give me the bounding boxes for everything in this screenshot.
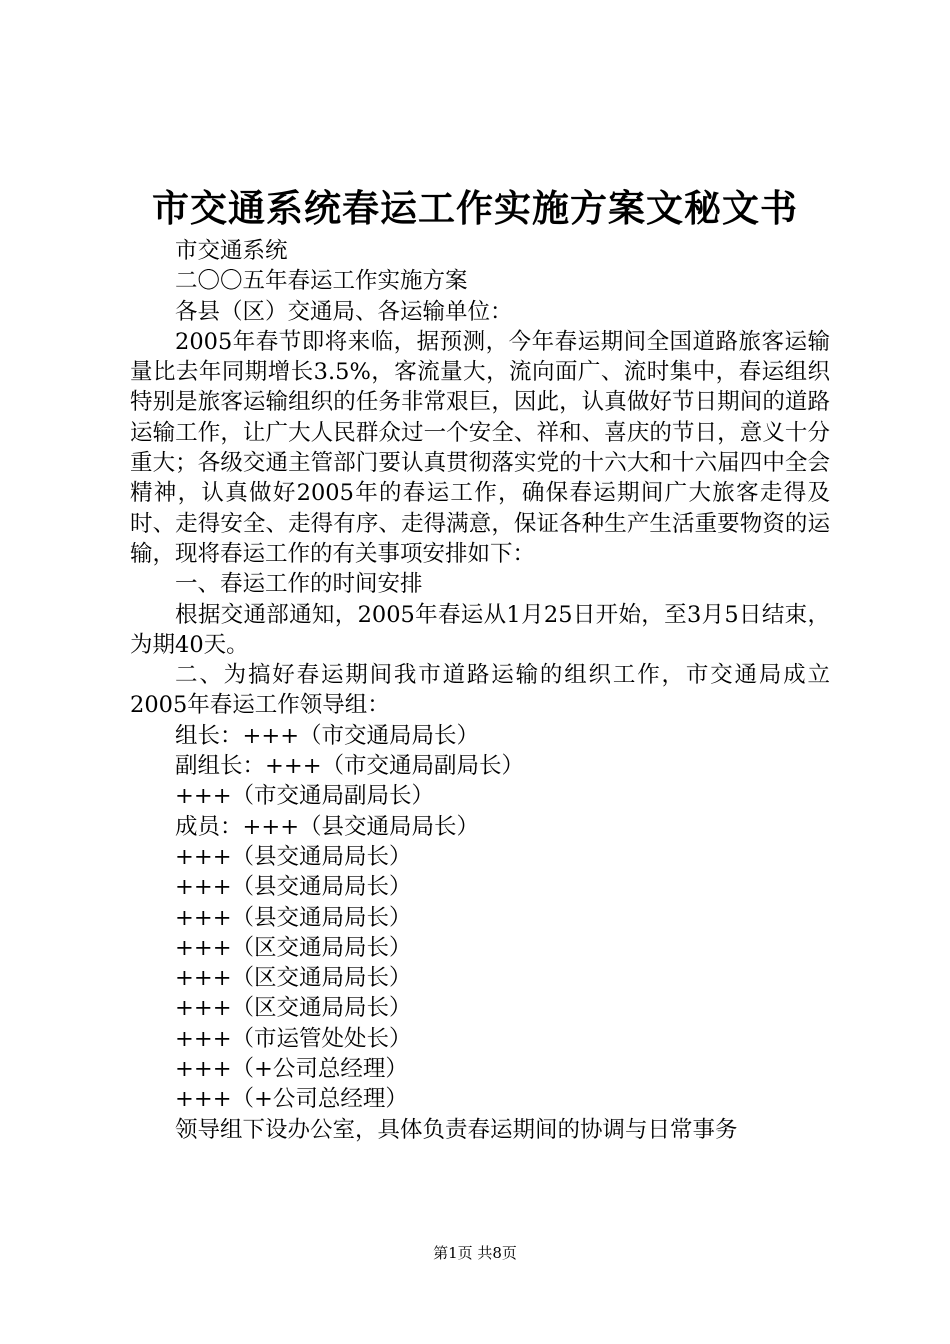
paragraph: 领导组下设办公室，具体负责春运期间的协调与日常事务 — [175, 1116, 738, 1143]
paragraph: +++（市运管处处长） — [175, 1025, 412, 1052]
paragraph: 二〇〇五年春运工作实施方案 — [175, 268, 468, 295]
page-footer: 第1页 共8页 — [433, 1244, 517, 1262]
paragraph: 根据交通部通知，2005年春运从1月25日开始，至3月5日结束，为期40天。 — [130, 601, 830, 658]
paragraph: +++（区交通局局长） — [175, 934, 412, 961]
document-body — [130, 236, 830, 1145]
paragraph: +++（市交通局副局长） — [175, 783, 435, 810]
paragraph: +++（县交通局局长） — [175, 874, 412, 901]
paragraph: 一、春运工作的时间安排 — [175, 571, 423, 598]
paragraph: +++（区交通局局长） — [175, 995, 412, 1022]
paragraph: +++（+公司总经理） — [175, 1056, 408, 1083]
document-title: 市交通系统春运工作实施方案文秘文书 — [152, 186, 798, 230]
paragraph: 2005年春节即将来临，据预测，今年春运期间全国道路旅客运输量比去年同期增长3.5%，客流量大，流向面广、流时集中，春运组织特别是旅客运输组织的任务非常艰巨，因此，认真做好节日期间的道路运输工作，让广大人民群众过一个安全、祥和、喜庆的节日，意义十分重大；各级交通主管部门要认真贯彻落实党的十六大和十六届四中全会精神，认真做好2005年的春运工作，确保春运期间广大旅客走得及时、走得安全、走得有序、走得满意，保证各种生产生活重要物资的运输，现将春运工作的有关事项安排如下： — [130, 328, 830, 567]
paragraph: +++（县交通局局长） — [175, 904, 412, 931]
paragraph: 副组长：+++（市交通局副局长） — [175, 753, 525, 780]
paragraph: +++（+公司总经理） — [175, 1086, 408, 1113]
paragraph: 组长：+++（市交通局局长） — [175, 722, 480, 749]
paragraph: 各县（区）交通局、各运输单位： — [175, 298, 513, 325]
paragraph: 成员：+++（县交通局局长） — [175, 813, 480, 840]
paragraph: +++（区交通局局长） — [175, 965, 412, 992]
paragraph: +++（县交通局局长） — [175, 843, 412, 870]
paragraph: 二、为搞好春运期间我市道路运输的组织工作，市交通局成立2005年春运工作领导组： — [130, 662, 830, 719]
paragraph: 市交通系统 — [175, 238, 288, 264]
